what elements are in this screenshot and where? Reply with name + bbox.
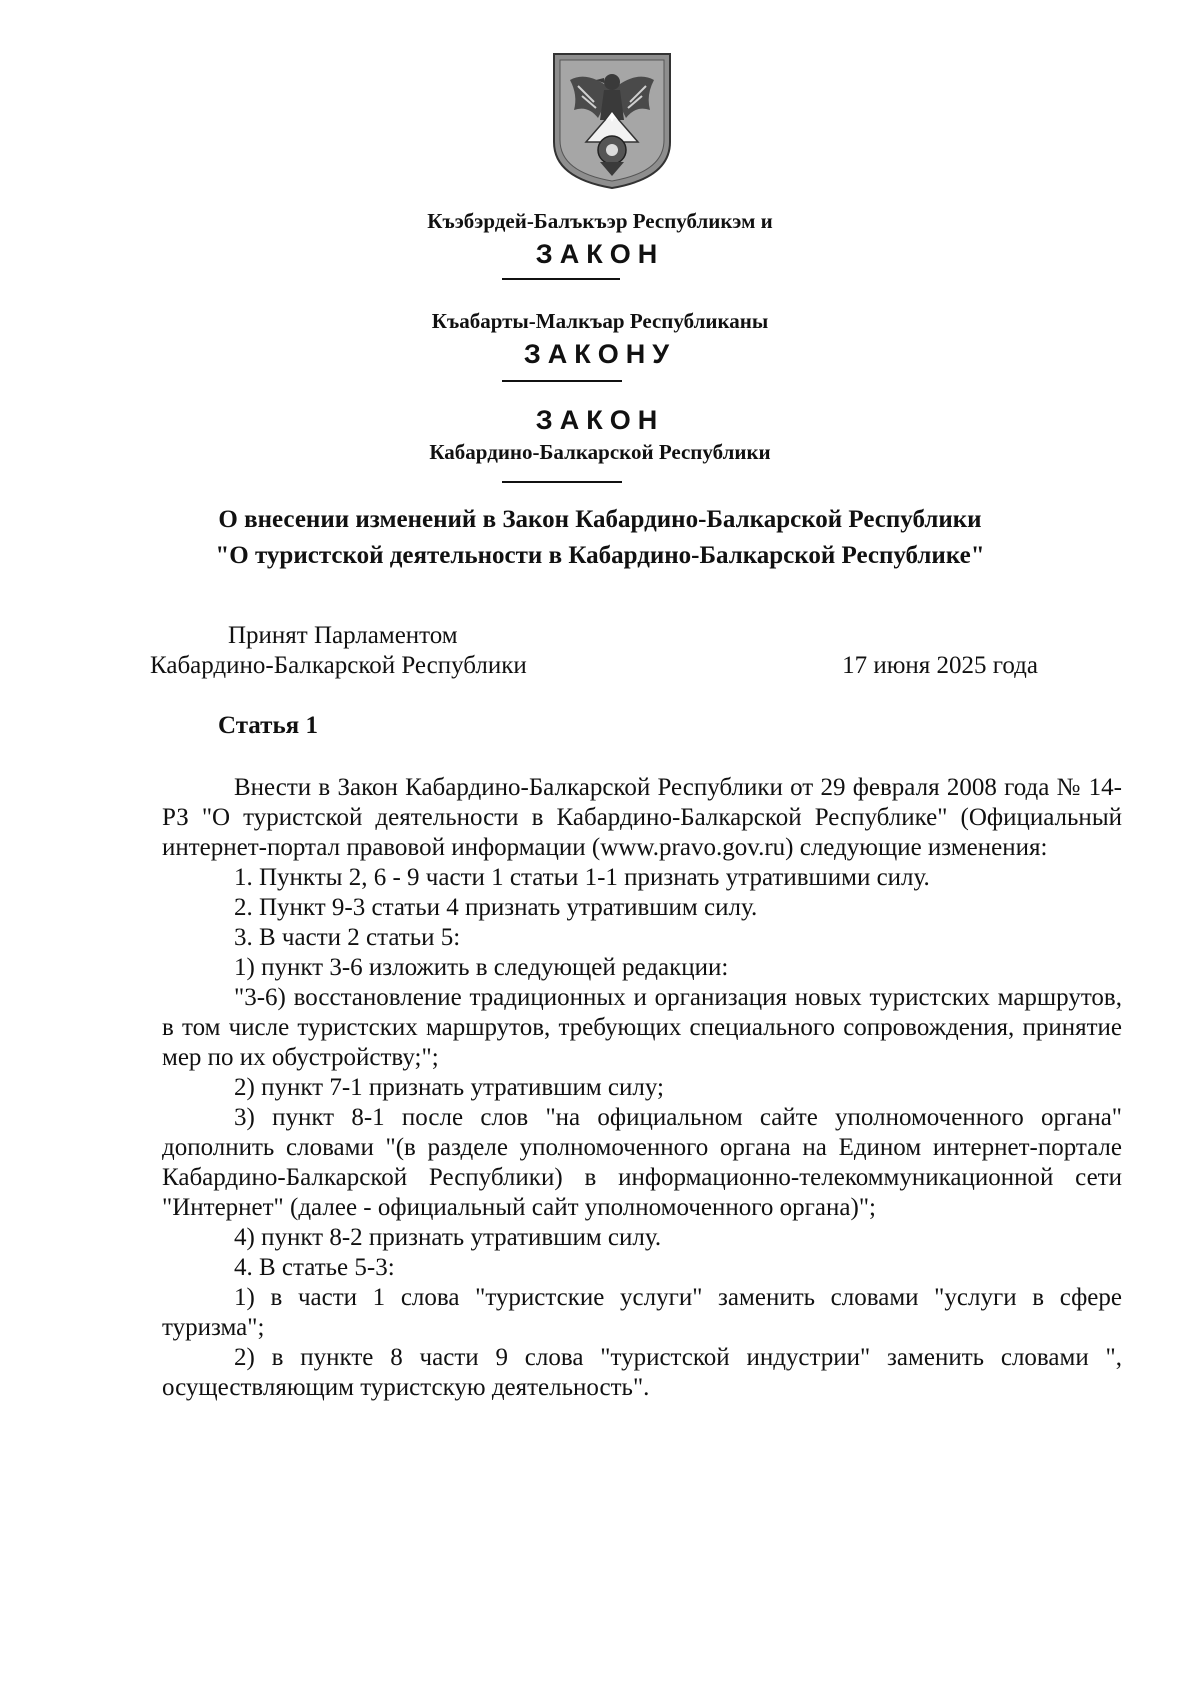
russian-header: Кабардино-Балкарской Республики xyxy=(429,440,771,464)
article-paragraph: 3) пункт 8-1 после слов "на официальном сайте уполномоченного органа" дополнить словами "(в разделе уполномоченного органа на Едином интернет-портале Кабардино-Балкарской Республики) в информационно-телекоммуникационной сети "Интернет" (далее - официальный сайт уполномоченного органа)"; xyxy=(162,1104,1122,1221)
article-paragraph: 1. Пункты 2, 6 - 9 части 1 статьи 1-1 признать утратившими силу. xyxy=(234,864,930,891)
divider xyxy=(502,278,620,280)
article-paragraph: "3-6) восстановление традиционных и организация новых туристских маршрутов, в том числе туристских маршрутов, требующих специального сопровождения, принятие мер по их обустройству;"; xyxy=(162,984,1122,1071)
balkar-law-label: ЗАКОНУ xyxy=(523,339,677,369)
adoption-line1: Принят Парламентом xyxy=(228,622,458,649)
divider xyxy=(502,481,622,483)
adoption-line2: Кабардино-Балкарской Республики xyxy=(150,652,527,679)
article-paragraph: Внести в Закон Кабардино-Балкарской Республики от 29 февраля 2008 года № 14-РЗ "О туристской деятельности в Кабардино-Балкарской Республике" (Официальный интернет-портал правовой информации (www.pravo.gov.ru) следующие изменения: xyxy=(162,774,1122,861)
article-paragraph: 4) пункт 8-2 признать утратившим силу. xyxy=(234,1224,662,1251)
article-heading: Статья 1 xyxy=(218,712,318,739)
kabardian-header: Къэбэрдей-Балъкъэр Республикэм и xyxy=(427,209,773,233)
article-paragraph: 2. Пункт 9-3 статьи 4 признать утратившим силу. xyxy=(234,894,758,921)
balkar-header: Къабарты-Малкъар Республиканы xyxy=(431,309,769,333)
kabardian-law-label: ЗАКОН xyxy=(535,239,665,269)
coat-of-arms-icon xyxy=(548,50,676,190)
article-paragraph: 2) в пункте 8 части 9 слова "туристской индустрии" заменить словами ", осуществляющим туристскую деятельность". xyxy=(162,1344,1122,1401)
divider xyxy=(502,380,622,382)
law-title-line2: "О туристской деятельности в Кабардино-Балкарской Республике" xyxy=(215,542,985,569)
adoption-date: 17 июня 2025 года xyxy=(842,652,1038,679)
article-paragraph: 4. В статье 5-3: xyxy=(234,1254,395,1281)
article-paragraph: 2) пункт 7-1 признать утратившим силу; xyxy=(234,1074,664,1101)
article-body xyxy=(162,773,1122,1403)
article-paragraph: 3. В части 2 статьи 5: xyxy=(234,924,461,951)
law-title xyxy=(0,502,1200,574)
article-paragraph: 1) пункт 3-6 изложить в следующей редакции: xyxy=(234,954,729,981)
law-title-line1: О внесении изменений в Закон Кабардино-Балкарской Республики xyxy=(218,506,982,533)
article-paragraph: 1) в части 1 слова "туристские услуги" заменить словами "услуги в сфере туризма"; xyxy=(162,1284,1122,1341)
russian-law-label: ЗАКОН xyxy=(535,405,665,435)
